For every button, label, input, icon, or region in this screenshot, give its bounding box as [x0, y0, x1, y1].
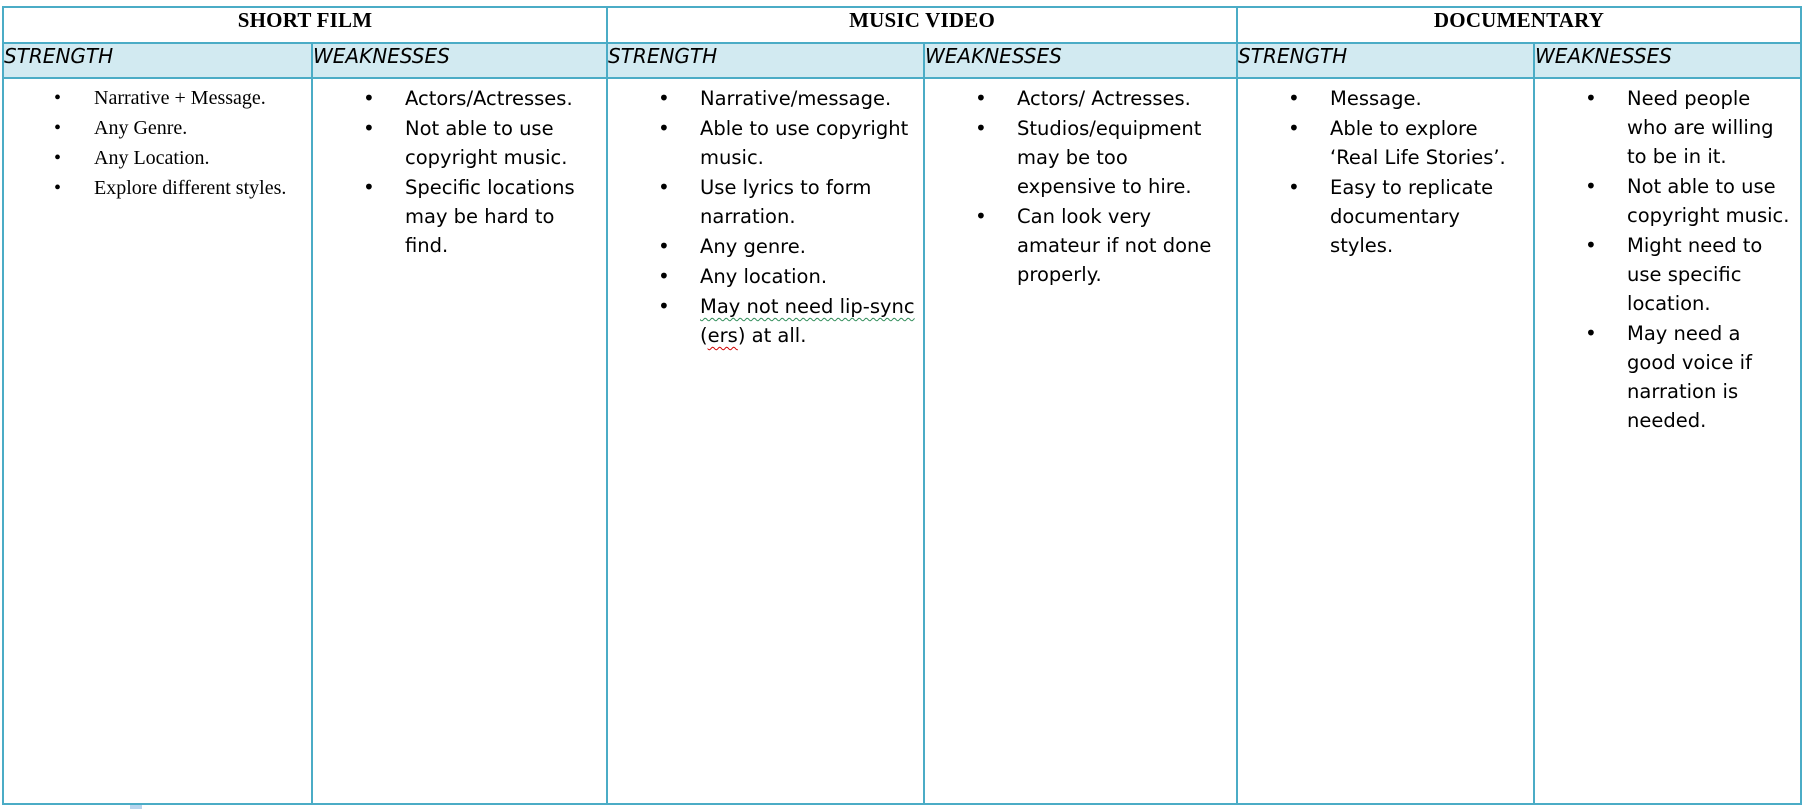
- bullet-icon: •: [1585, 86, 1597, 110]
- list-item-text: Need people who are willing to be in it.: [1627, 87, 1774, 168]
- bullet-icon: •: [1288, 175, 1300, 199]
- bullet-icon: •: [363, 116, 375, 140]
- short-film-weaknesses-header: WEAKNESSES: [312, 43, 607, 78]
- list-item-text: Might need to use specific location.: [1627, 234, 1763, 315]
- list-item-text: Actors/Actresses.: [405, 87, 573, 110]
- list-item-text: Easy to replicate documentary styles.: [1330, 176, 1494, 257]
- list-item-text: May need a good voice if narration is needed.: [1627, 322, 1752, 432]
- comparison-table: [2, 6, 1802, 805]
- category-short-film: SHORT FILM: [3, 7, 607, 43]
- list-item-text: Any Genre.: [94, 117, 188, 139]
- bullet-icon: •: [54, 147, 62, 169]
- music-video-weaknesses-cell: [924, 78, 1237, 804]
- bullet-icon: •: [658, 116, 670, 140]
- bullet-icon: •: [658, 264, 670, 288]
- list-item: [4, 114, 303, 143]
- list-item-text: Use lyrics to form narration.: [700, 176, 872, 228]
- list-item-text: Explore different styles.: [94, 177, 287, 199]
- list-item: [4, 84, 303, 113]
- bullet-icon: •: [1585, 174, 1597, 198]
- bullet-icon: •: [975, 116, 987, 140]
- list-item: [1238, 114, 1525, 172]
- bullet-icon: •: [658, 294, 670, 318]
- list-item: [608, 114, 915, 172]
- list-item: [608, 173, 915, 231]
- list-item-text: Actors/ Actresses.: [1017, 87, 1191, 110]
- list-item-text: ) at all.: [737, 324, 807, 347]
- list-item-text: Any Location.: [94, 147, 210, 169]
- music-video-strength-header: STRENGTH: [607, 43, 924, 78]
- documentary-strength-list: [1238, 79, 1533, 260]
- list-item: [608, 292, 915, 350]
- list-item-text: Not able to use copyright music.: [405, 117, 568, 169]
- documentary-strength-header: STRENGTH: [1237, 43, 1534, 78]
- category-music-video: MUSIC VIDEO: [607, 7, 1237, 43]
- bullet-icon: •: [1288, 116, 1300, 140]
- list-item: [1535, 319, 1792, 435]
- list-item-text: Able to use copyright music.: [700, 117, 909, 169]
- bullet-icon: •: [54, 117, 62, 139]
- bullet-icon: •: [54, 177, 62, 199]
- comparison-table-container: [2, 6, 1800, 805]
- bullet-icon: •: [363, 86, 375, 110]
- category-documentary: DOCUMENTARY: [1237, 7, 1801, 43]
- bullet-icon: •: [975, 204, 987, 228]
- short-film-strength-list: [4, 79, 311, 203]
- short-film-weaknesses-cell: [312, 78, 607, 804]
- list-item: [925, 84, 1228, 113]
- list-item: [1535, 84, 1792, 171]
- documentary-weaknesses-cell: [1534, 78, 1801, 804]
- selection-marker: [130, 805, 142, 809]
- list-item: [4, 144, 303, 173]
- list-item: [608, 84, 915, 113]
- spellcheck-underlined-text: May not need lip-sync: [700, 295, 915, 318]
- list-item-text: Message.: [1330, 87, 1422, 110]
- list-item-text: (: [700, 324, 708, 347]
- subheader-row: [3, 43, 1801, 78]
- bullet-icon: •: [363, 175, 375, 199]
- list-item: [925, 202, 1228, 289]
- music-video-strength-cell: [607, 78, 924, 804]
- bullet-icon: •: [1585, 321, 1597, 345]
- content-row: [3, 78, 1801, 804]
- list-item-text: Can look very amateur if not done properly.: [1017, 205, 1212, 286]
- list-item: [313, 84, 598, 113]
- music-video-weaknesses-header: WEAKNESSES: [924, 43, 1237, 78]
- list-item-text: Not able to use copyright music.: [1627, 175, 1790, 227]
- list-item: [1535, 172, 1792, 230]
- music-video-weaknesses-list: [925, 79, 1236, 289]
- bullet-icon: •: [658, 86, 670, 110]
- short-film-strength-cell: [3, 78, 312, 804]
- bullet-icon: •: [1288, 86, 1300, 110]
- list-item: [608, 262, 915, 291]
- list-item-text: Any location.: [700, 265, 828, 288]
- list-item-text: Specific locations may be hard to find.: [405, 176, 575, 257]
- bullet-icon: •: [658, 234, 670, 258]
- short-film-strength-header: STRENGTH: [3, 43, 312, 78]
- bullet-icon: •: [1585, 233, 1597, 257]
- short-film-weaknesses-list: [313, 79, 606, 260]
- list-item: [925, 114, 1228, 201]
- list-item: [313, 173, 598, 260]
- list-item: [1238, 84, 1525, 113]
- bullet-icon: •: [975, 86, 987, 110]
- spelling-error-text: ers: [707, 324, 738, 347]
- bullet-icon: •: [54, 87, 62, 109]
- category-header-row: [3, 7, 1801, 43]
- list-item: [608, 232, 915, 261]
- bullet-icon: •: [658, 175, 670, 199]
- list-item-text: Studios/equipment may be too expensive to hire.: [1017, 117, 1202, 198]
- list-item-text: Narrative/message.: [700, 87, 892, 110]
- documentary-strength-cell: [1237, 78, 1534, 804]
- list-item-text: Any genre.: [700, 235, 806, 258]
- list-item: [1535, 231, 1792, 318]
- list-item: [1238, 173, 1525, 260]
- music-video-strength-list: [608, 79, 923, 350]
- documentary-weaknesses-header: WEAKNESSES: [1534, 43, 1801, 78]
- list-item-text: Able to explore ‘Real Life Stories’.: [1330, 117, 1506, 169]
- list-item: [313, 114, 598, 172]
- list-item-text: Narrative + Message.: [94, 87, 266, 109]
- list-item: [4, 174, 303, 203]
- documentary-weaknesses-list: [1535, 79, 1800, 435]
